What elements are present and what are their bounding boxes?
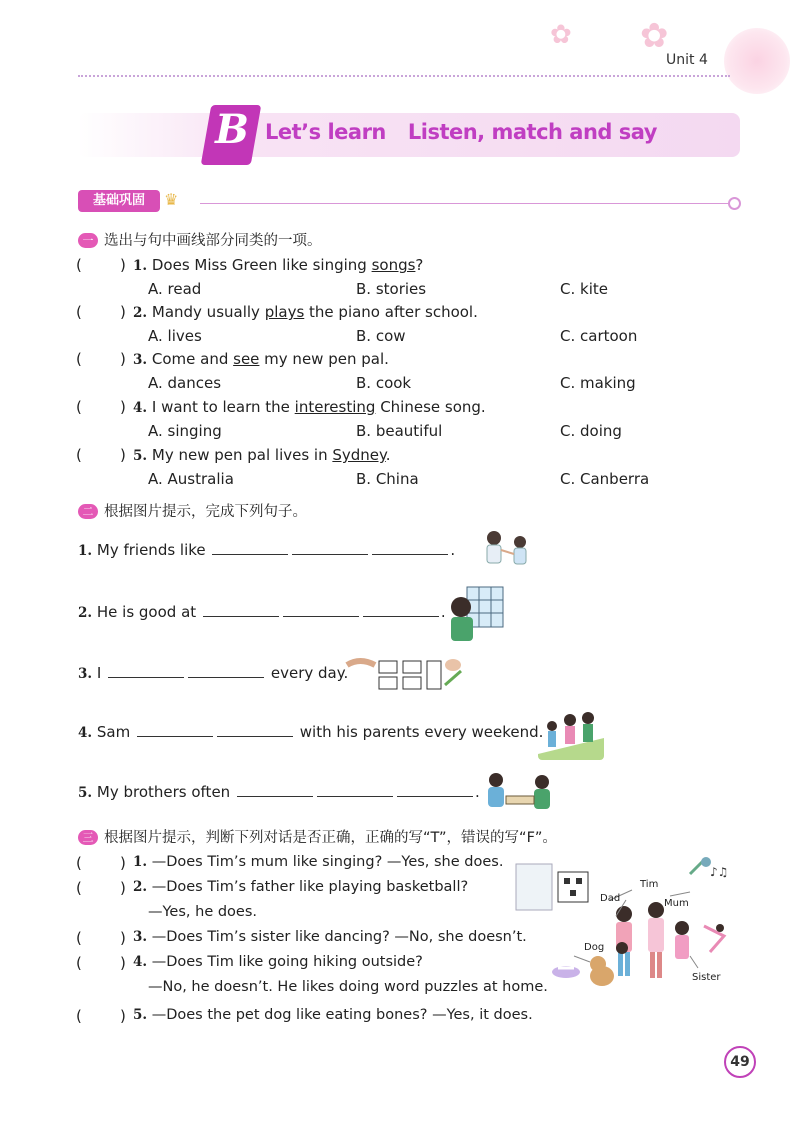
question-pre: I want to learn the: [151, 398, 295, 416]
answer-box[interactable]: [86, 881, 120, 899]
fill-sentence: [78, 783, 480, 801]
answer-paren-close: ): [120, 929, 126, 947]
part1-instruction: 选出与句中画线部分同类的一项。: [104, 233, 322, 249]
sentence-end: .: [474, 783, 480, 801]
option-c: C. making: [560, 374, 636, 392]
answer-paren-open: (: [76, 398, 82, 416]
section-letter: B: [215, 106, 249, 153]
part3-instruction: 根据图片提示，判断下列对话是否正确，正确的写“T”，错误的写“F”。: [104, 830, 557, 846]
answer-paren-open: (: [76, 854, 82, 872]
underlined-word: songs: [371, 256, 416, 274]
answer-blank[interactable]: [108, 665, 184, 678]
part2-number: 二: [78, 504, 98, 519]
answer-paren-open: (: [76, 303, 82, 321]
dialogue-text: —Does Tim’s sister like dancing? —No, she doesn’t.: [151, 929, 527, 945]
question-pre: My new pen pal lives in: [151, 446, 333, 464]
option-c: C. cartoon: [560, 327, 638, 345]
underlined-word: Sydney: [332, 446, 386, 464]
option-c: C. Canberra: [560, 470, 650, 488]
answer-box[interactable]: [86, 448, 120, 466]
question-number: 3.: [133, 352, 148, 368]
answer-blank[interactable]: [237, 784, 313, 797]
answer-blank[interactable]: [217, 724, 293, 737]
answer-paren-open: (: [76, 350, 82, 368]
answer-paren-open: (: [76, 929, 82, 947]
flower-icon: ✿: [640, 16, 669, 56]
answer-box[interactable]: [86, 305, 120, 323]
answer-paren-close: ): [120, 398, 126, 416]
answer-blank[interactable]: [212, 542, 288, 555]
answer-blank[interactable]: [397, 784, 473, 797]
question-pre: Come and: [151, 350, 234, 368]
answer-blank[interactable]: [283, 604, 359, 617]
answer-box[interactable]: [86, 956, 120, 974]
question-text: [133, 350, 389, 368]
dialogue-text: —Does Tim’s father like playing basketball?: [151, 879, 469, 895]
answer-paren-close: ): [120, 854, 126, 872]
answer-paren-open: (: [76, 446, 82, 464]
question-number: 5.: [133, 448, 148, 464]
item-number: 5.: [78, 785, 93, 801]
sentence-text: He is good at: [96, 603, 197, 621]
answer-box[interactable]: [86, 352, 120, 370]
page-number: 49: [724, 1046, 756, 1078]
underlined-word: plays: [264, 303, 305, 321]
playing-chess-illustration: [480, 770, 560, 814]
part3-heading: [78, 826, 557, 847]
sentence-end: .: [440, 603, 446, 621]
answer-blank[interactable]: [372, 542, 448, 555]
option-b: B. cow: [356, 327, 406, 345]
answer-blank[interactable]: [137, 724, 213, 737]
part1-number: 一: [78, 233, 98, 248]
section-divider: [200, 203, 730, 204]
answer-box[interactable]: [86, 931, 120, 949]
page-title: [265, 120, 657, 144]
option-a: A. Australia: [148, 470, 234, 488]
question-post: my new pen pal.: [259, 350, 389, 368]
answer-box[interactable]: [86, 400, 120, 418]
flower-icon: ✿: [550, 20, 572, 50]
answer-blank[interactable]: [188, 665, 264, 678]
answer-blank[interactable]: [363, 604, 439, 617]
option-a: A. read: [148, 280, 202, 298]
dialogue-text: —Does Tim’s mum like singing? —Yes, she does.: [151, 854, 504, 870]
question-number: 5.: [133, 1007, 148, 1023]
question-text: [133, 398, 486, 416]
answer-paren-close: ): [120, 954, 126, 972]
option-a: A. singing: [148, 422, 222, 440]
header-divider: [78, 75, 730, 77]
family-hiking-illustration: [538, 708, 604, 760]
dialogue-line1: [133, 879, 468, 895]
part2-instruction: 根据图片提示，完成下列句子。: [104, 504, 307, 520]
label-sister: Sister: [692, 972, 721, 983]
question-number: 1.: [133, 854, 148, 870]
dialogue-line1: [133, 954, 423, 970]
question-pre: Mandy usually: [151, 303, 265, 321]
part1-heading: [78, 229, 322, 250]
sentence-text: I: [96, 664, 102, 682]
dialogue-line1: [133, 854, 503, 870]
section-tag: 基础巩固: [78, 190, 160, 212]
sentence-text: Sam: [96, 723, 131, 741]
answer-paren-close: ): [120, 256, 126, 274]
drawing-pictures-illustration: [345, 655, 465, 693]
question-text: [133, 256, 423, 274]
answer-box[interactable]: [86, 1009, 120, 1027]
question-number: 1.: [133, 258, 148, 274]
fill-sentence: [78, 723, 543, 741]
dialogue-text: —Does Tim like going hiking outside?: [151, 954, 423, 970]
answer-paren-close: ): [120, 350, 126, 368]
question-post: the piano after school.: [304, 303, 478, 321]
answer-paren-close: ): [120, 446, 126, 464]
label-mum: Mum: [664, 898, 689, 909]
label-dog: Dog: [584, 942, 605, 953]
question-number: 4.: [133, 954, 148, 970]
option-c: C. kite: [560, 280, 608, 298]
sentence-text: My brothers often: [96, 783, 231, 801]
dialogue-text: —Does the pet dog like eating bones? —Yes, it does.: [151, 1007, 533, 1023]
answer-paren-close: ): [120, 303, 126, 321]
answer-box[interactable]: [86, 258, 120, 276]
answer-paren-close: ): [120, 1007, 126, 1025]
title-part1: Let’s learn: [265, 120, 386, 144]
title-part2: Listen, match and say: [407, 120, 657, 144]
option-b: B. cook: [356, 374, 412, 392]
question-text: [133, 303, 478, 321]
sentence-end: with his parents every weekend.: [299, 723, 544, 741]
part3-number: 三: [78, 830, 98, 845]
option-c: C. doing: [560, 422, 622, 440]
option-a: A. lives: [148, 327, 202, 345]
pink-blob-decoration: [724, 28, 790, 94]
unit-label: Unit 4: [666, 52, 708, 68]
answer-paren-open: (: [76, 879, 82, 897]
sentence-end: .: [450, 541, 456, 559]
answer-blank[interactable]: [292, 542, 368, 555]
question-number: 4.: [133, 400, 148, 416]
sentence-text: My friends like: [96, 541, 206, 559]
friends-pointing-illustration: [478, 528, 534, 570]
answer-paren-open: (: [76, 954, 82, 972]
fill-sentence: [78, 664, 348, 682]
underlined-word: interesting: [294, 398, 376, 416]
sentence-end: every day.: [270, 664, 349, 682]
divider-end-dot: [728, 197, 741, 210]
question-pre: Does Miss Green like singing: [151, 256, 372, 274]
answer-paren-open: (: [76, 256, 82, 274]
option-b: B. beautiful: [356, 422, 443, 440]
dialogue-line2: —Yes, he does.: [148, 904, 258, 920]
answer-box[interactable]: [86, 856, 120, 874]
item-number: 4.: [78, 725, 93, 741]
label-dad: Dad: [600, 893, 621, 904]
question-number: 2.: [133, 879, 148, 895]
question-number: 3.: [133, 929, 148, 945]
item-number: 2.: [78, 605, 93, 621]
label-tim: Tim: [640, 879, 659, 890]
dialogue-line1: [133, 1007, 533, 1023]
option-b: B. China: [356, 470, 419, 488]
part2-heading: [78, 500, 307, 521]
crown-icon: ♛: [164, 190, 179, 209]
question-post: ?: [415, 256, 424, 274]
fill-sentence: [78, 603, 446, 621]
answer-blank[interactable]: [317, 784, 393, 797]
dialogue-line2: —No, he doesn’t. He likes doing word puzzles at home.: [148, 979, 548, 995]
answer-paren-close: ): [120, 879, 126, 897]
word-puzzle-illustration: [449, 585, 505, 643]
answer-blank[interactable]: [203, 604, 279, 617]
question-post: .: [385, 446, 391, 464]
svg-text:♪♫: ♪♫: [710, 865, 729, 879]
dialogue-line1: [133, 929, 527, 945]
fill-sentence: [78, 541, 455, 559]
option-a: A. dances: [148, 374, 222, 392]
underlined-word: see: [233, 350, 260, 368]
answer-paren-open: (: [76, 1007, 82, 1025]
item-number: 3.: [78, 666, 93, 682]
option-b: B. stories: [356, 280, 427, 298]
question-number: 2.: [133, 305, 148, 321]
question-post: Chinese song.: [375, 398, 486, 416]
item-number: 1.: [78, 543, 93, 559]
question-text: [133, 446, 391, 464]
